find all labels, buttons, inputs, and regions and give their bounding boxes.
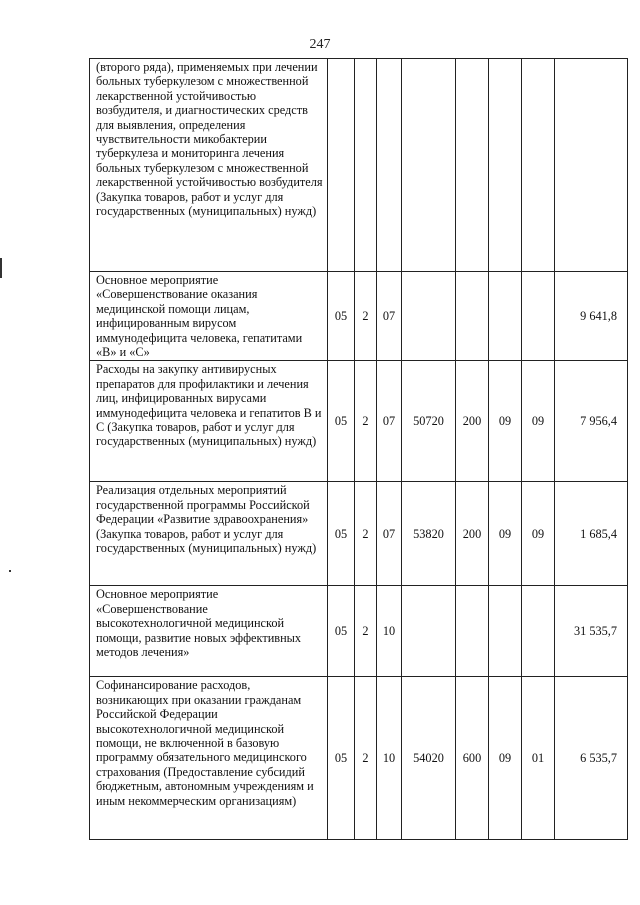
cell-code-2: 2 <box>355 677 377 840</box>
table-row <box>90 272 628 361</box>
cell-code-4 <box>402 272 456 361</box>
cell-code-3: 10 <box>377 586 402 677</box>
cell-amount: 1 685,4 <box>555 482 628 586</box>
row-description: (второго ряда), применяемых при лечении больных туберкулезом с множественной лекарственной устойчивостью возбудителя, и диагностических средств для выявления, определения чувствительности микобактерии туберкулеза и мониторинга лечения больных туберкулезом с множественной лекарственной устойчивостью возбудителя (Закупка товаров, работ и услуг для государственных (муниципальных) нужд) <box>90 59 328 272</box>
cell-code-7: 09 <box>522 482 555 586</box>
cell-code-4 <box>402 586 456 677</box>
row-description: Расходы на закупку антивирусных препаратов для профилактики и лечения лиц, инфицированных вирусами иммунодефицита человека и гепатитов В и С (Закупка товаров, работ и услуг для государственных (муниципальных) нужд) <box>90 361 328 482</box>
cell-code-7 <box>522 272 555 361</box>
scan-dot <box>9 570 11 572</box>
page-number: 247 <box>309 37 331 52</box>
row-description: Основное мероприятие «Совершенствование оказания медицинской помощи лицам, инфицированным вирусом иммунодефицита человека, гепатитами «В» и «С» <box>90 272 328 361</box>
cell-code-4 <box>402 59 456 272</box>
table-row <box>90 586 628 677</box>
cell-code-7 <box>522 586 555 677</box>
cell-code-6: 09 <box>489 677 522 840</box>
cell-code-1: 05 <box>328 272 355 361</box>
table-row <box>90 677 628 840</box>
budget-table <box>89 58 628 840</box>
cell-code-1 <box>328 59 355 272</box>
table-row <box>90 361 628 482</box>
cell-code-4: 50720 <box>402 361 456 482</box>
cell-code-2: 2 <box>355 482 377 586</box>
cell-code-2 <box>355 59 377 272</box>
cell-amount: 9 641,8 <box>555 272 628 361</box>
cell-code-1: 05 <box>328 586 355 677</box>
row-description: Основное мероприятие «Совершенствование высокотехнологичной медицинской помощи, развитие новых эффективных методов лечения» <box>90 586 328 677</box>
table-row <box>90 482 628 586</box>
cell-code-1: 05 <box>328 482 355 586</box>
cell-code-4: 53820 <box>402 482 456 586</box>
scan-edge-mark <box>0 258 2 278</box>
cell-code-4: 54020 <box>402 677 456 840</box>
cell-code-1: 05 <box>328 677 355 840</box>
cell-code-5 <box>456 59 489 272</box>
cell-code-6 <box>489 586 522 677</box>
cell-code-7: 09 <box>522 361 555 482</box>
cell-code-3: 07 <box>377 482 402 586</box>
cell-code-2: 2 <box>355 586 377 677</box>
cell-code-5: 200 <box>456 482 489 586</box>
cell-code-5 <box>456 586 489 677</box>
cell-amount: 6 535,7 <box>555 677 628 840</box>
cell-code-6: 09 <box>489 361 522 482</box>
cell-code-6 <box>489 272 522 361</box>
cell-code-2: 2 <box>355 361 377 482</box>
cell-code-6 <box>489 59 522 272</box>
cell-code-1: 05 <box>328 361 355 482</box>
cell-code-3: 10 <box>377 677 402 840</box>
cell-amount <box>555 59 628 272</box>
cell-code-3: 07 <box>377 361 402 482</box>
row-description: Реализация отдельных мероприятий государственной программы Российской Федерации «Развитие здравоохранения» (Закупка товаров, работ и услуг для государственных (муниципальных) нужд) <box>90 482 328 586</box>
cell-code-3 <box>377 59 402 272</box>
cell-code-7: 01 <box>522 677 555 840</box>
cell-code-2: 2 <box>355 272 377 361</box>
cell-amount: 7 956,4 <box>555 361 628 482</box>
table-row <box>90 59 628 272</box>
cell-code-5 <box>456 272 489 361</box>
cell-amount: 31 535,7 <box>555 586 628 677</box>
cell-code-7 <box>522 59 555 272</box>
cell-code-6: 09 <box>489 482 522 586</box>
cell-code-5: 200 <box>456 361 489 482</box>
row-description: Софинансирование расходов, возникающих при оказании гражданам Российской Федерации высокотехнологичной медицинской помощи, не включенной в базовую программу обязательного медицинского страхования (Предоставление субсидий бюджетным, автономным учреждениям и иным некоммерческим организациям) <box>90 677 328 840</box>
cell-code-3: 07 <box>377 272 402 361</box>
cell-code-5: 600 <box>456 677 489 840</box>
